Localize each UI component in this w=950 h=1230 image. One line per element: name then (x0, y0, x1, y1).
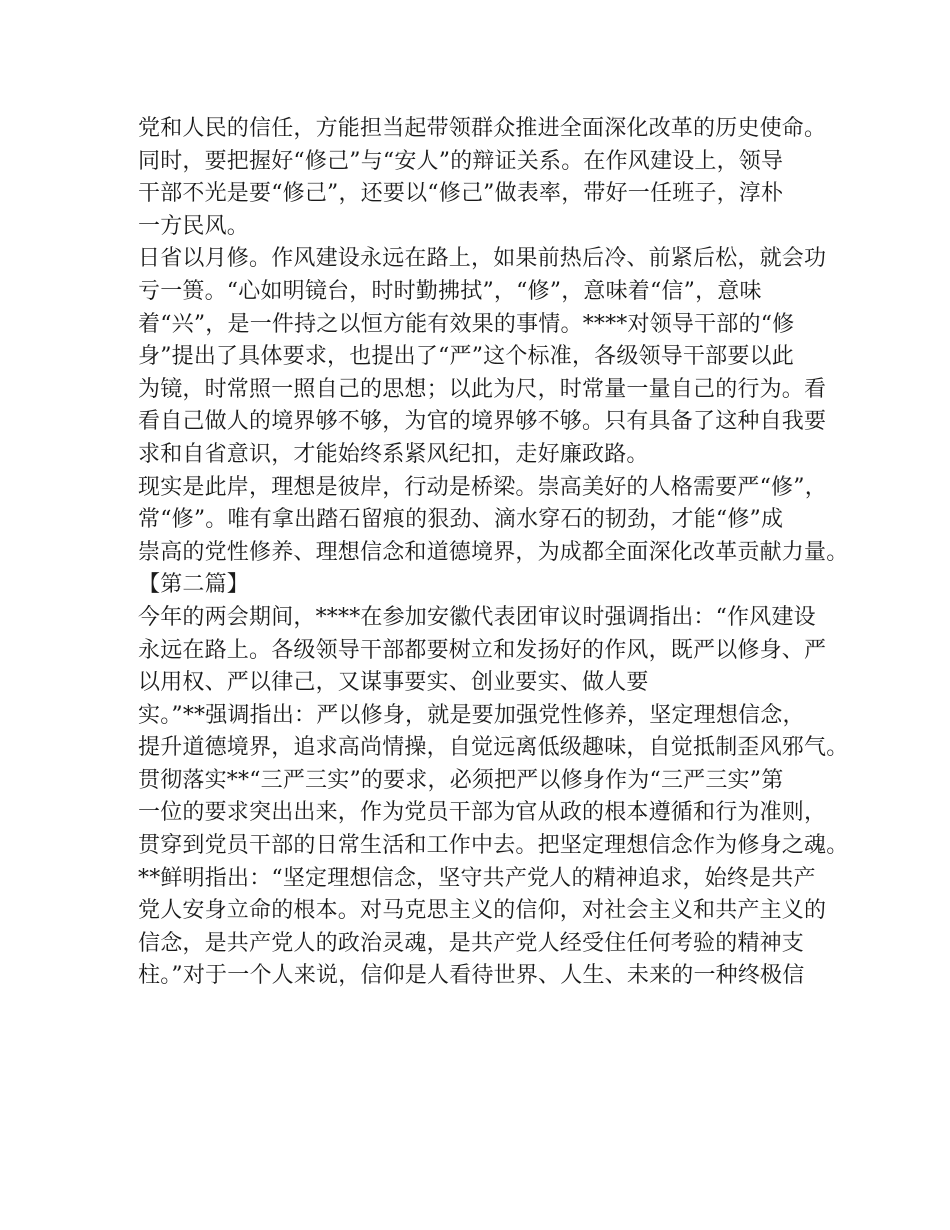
document-page (138, 113, 849, 993)
text-line: 党人安身立命的根本。对马克思主义的信仰，对社会主义和共产主义的 (138, 898, 827, 924)
text-line: 贯穿到党员干部的日常生活和工作中去。把坚定理想信念作为修身之魂。 (138, 833, 849, 859)
text-line: 以用权、严以律己，又谋事要实、创业要实、做人要 (138, 670, 649, 696)
text-line: 柱。”对于一个人来说，信仰是人看待世界、人生、未来的一种终极信 (138, 963, 805, 989)
text-line: 日省以月修。作风建设永远在路上，如果前热后冷、前紧后松，就会功 (138, 246, 827, 272)
section-heading: 【第二篇】 (138, 572, 250, 598)
text-line: **鲜明指出：“坚定理想信念，坚守共产党人的精神追求，始终是共产 (138, 865, 816, 891)
text-line: 同时，要把握好“修己”与“安人”的辩证关系。在作风建设上，领导 (138, 148, 784, 174)
text-line: 求和自省意识，才能始终系紧风纪扣，走好廉政路。 (138, 441, 649, 467)
text-line: 一位的要求突出出来，作为党员干部为官从政的根本遵循和行为准则， (138, 800, 827, 826)
text-line: 今年的两会期间，****在参加安徽代表团审议时强调指出：“作风建设 (138, 604, 816, 630)
text-line: 崇高的党性修养、理想信念和道德境界，为成都全面深化改革贡献力量。 (138, 539, 849, 565)
text-line: 亏一篑。“心如明镜台，时时勤拂拭”，“修”，意味着“信”，意味 (138, 278, 762, 304)
text-line: 干部不光是要“修己”，还要以“修己”做表率，带好一任班子，淳朴 (138, 181, 784, 207)
text-line: 常“修”。唯有拿出踏石留痕的狠劲、滴水穿石的韧劲，才能“修”成 (138, 507, 784, 533)
text-line: 信念，是共产党人的政治灵魂，是共产党人经受住任何考验的精神支 (138, 930, 805, 956)
text-line: 现实是此岸，理想是彼岸，行动是桥梁。崇高美好的人格需要严“修”， (138, 474, 827, 500)
text-line: 实。”**强调指出：严以修身，就是要加强党性修养，坚定理想信念， (138, 702, 805, 728)
text-line: 着“兴”，是一件持之以恒方能有效果的事情。****对领导干部的“修 (138, 311, 795, 337)
text-line: 永远在路上。各级领导干部都要树立和发扬好的作风，既严以修身、严 (138, 637, 827, 663)
text-line: 看自己做人的境界够不够，为官的境界够不够。只有具备了这种自我要 (138, 409, 827, 435)
text-line: 党和人民的信任，方能担当起带领群众推进全面深化改革的历史使命。 (138, 116, 827, 141)
text-line: 为镜，时常照一照自己的思想；以此为尺，时常量一量自己的行为。看 (138, 376, 827, 402)
text-line: 提升道德境界，追求高尚情操，自觉远离低级趣味，自觉抵制歪风邪气。 (138, 735, 849, 761)
text-line: 一方民风。 (138, 213, 250, 239)
text-line: 贯彻落实**“三严三实”的要求，必须把严以修身作为“三严三实”第 (138, 767, 784, 793)
text-line: 身”提出了具体要求，也提出了“严”这个标准，各级领导干部要以此 (138, 344, 794, 370)
